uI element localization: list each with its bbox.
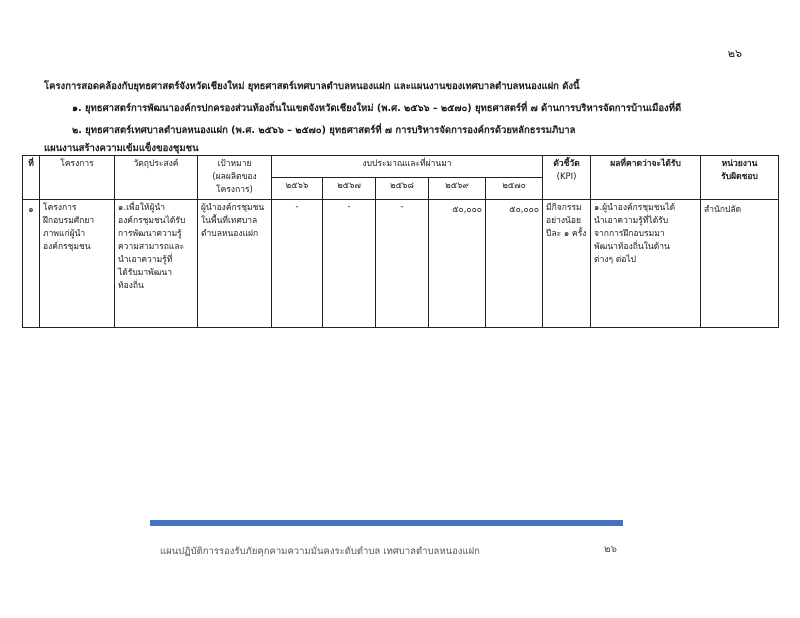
row-indicator (543, 200, 591, 328)
row-result-text: ๑.ผู้นำองค์กรชุมชนได้ นำเอาความรู้ที่ได้รับ จากการฝึกอบรมมา พัฒนาท้องถิ่นในด้าน ต่างๆ ต่อไป (594, 203, 676, 265)
row-objective-text: ๑.เพื่อให้ผู้นำ องค์กรชุมชนได้รับ การพัฒนาความรู้ ความสามารถและ นำเอาความรู้ที่ ได้รับมาพัฒนา ท้องถิ่น (118, 203, 186, 291)
row-no: ๑ (23, 200, 40, 328)
row-objective (115, 200, 198, 328)
header-year-2567: ๒๕๖๗ (323, 178, 376, 200)
header-target (198, 156, 272, 200)
header-agency (701, 156, 779, 200)
plan-line: แผนงานสร้างความเข้มแข็งของชุมชน (44, 143, 199, 154)
row-project (40, 200, 115, 328)
header-project: โครงการ (40, 156, 115, 200)
row-target (198, 200, 272, 328)
header-year-2569: ๒๕๖๙ (429, 178, 486, 200)
header-target-sub: (ผลผลิตของ โครงการ) (212, 172, 257, 195)
row-budget-2568: - (376, 200, 429, 328)
header-year-2568: ๒๕๖๘ (376, 178, 429, 200)
row-indicator-text: มีกิจกรรม อย่างน้อย ปีละ ๑ ครั้ง (546, 203, 587, 239)
header-agency-label: หน่วยงาน รับผิดชอบ (721, 159, 758, 182)
row-budget-2570: ๕๐,๐๐๐ (486, 200, 543, 328)
section-heading: โครงการสอดคล้องกับยุทธศาสตร์จังหวัดเชียงใหม่ ยุทธศาสตร์เทศบาลตำบลหนองแฝก และแผนงานของเทศบาลตำบลหนองแฝก ดังนี้ (44, 81, 580, 92)
row-result (591, 200, 701, 328)
header-no: ที่ (23, 156, 40, 200)
row-project-text: โครงการ ฝึกอบรมศักยา ภาพแก่ผู้นำ องค์กรชุมชน (43, 203, 95, 252)
row-agency: สำนักปลัด (701, 200, 779, 328)
header-budget: งบประมาณและที่ผ่านมา (272, 156, 543, 178)
row-budget-2567: - (323, 200, 376, 328)
row-target-text: ผู้นำองค์กรชุมชน ในพื้นที่เทศบาล ตำบลหนองแฝก (201, 203, 265, 239)
row-budget-2569: ๕๐,๐๐๐ (429, 200, 486, 328)
footer-text: แผนปฏิบัติการรองรับภัยคุกคามความมั่นคงระดับตำบล เทศบาลตำบลหนองแฝก (160, 546, 480, 557)
footer-bar (150, 520, 623, 526)
header-target-label: เป้าหมาย (217, 159, 252, 169)
header-year-2566: ๒๕๖๖ (272, 178, 323, 200)
table-header-row (23, 156, 779, 178)
header-year-2570: ๒๕๗๐ (486, 178, 543, 200)
header-indicator-sub: (KPI) (556, 172, 577, 182)
row-budget-2566: - (272, 200, 323, 328)
header-objective: วัตถุประสงค์ (115, 156, 198, 200)
table-row (23, 200, 779, 328)
strategy-line-2: ๒. ยุทธศาสตร์เทศบาลตำบลหนองแฝก (พ.ศ. ๒๕๖๖ – ๒๕๗๐) ยุทธศาสตร์ที่ ๗ การบริหารจัดการองค์กรด้วยหลักธรรมภิบาล (72, 125, 576, 136)
footer-page-number: ๒๖ (604, 544, 617, 555)
header-indicator (543, 156, 591, 200)
strategy-line-1: ๑. ยุทธศาสตร์การพัฒนาองค์กรปกครองส่วนท้องถิ่นในเขตจังหวัดเชียงใหม่ (พ.ศ. ๒๕๖๖ – ๒๕๗๐) ยุทธศาสตร์ที่ ๗ ด้านการบริหารจัดการบ้านเมืองที่ดี (72, 103, 682, 114)
page-number: ๒๖ (727, 47, 742, 60)
header-result: ผลที่คาดว่าจะได้รับ (591, 156, 701, 200)
project-table (22, 155, 779, 328)
header-indicator-label: ตัวชี้วัด (553, 159, 580, 169)
